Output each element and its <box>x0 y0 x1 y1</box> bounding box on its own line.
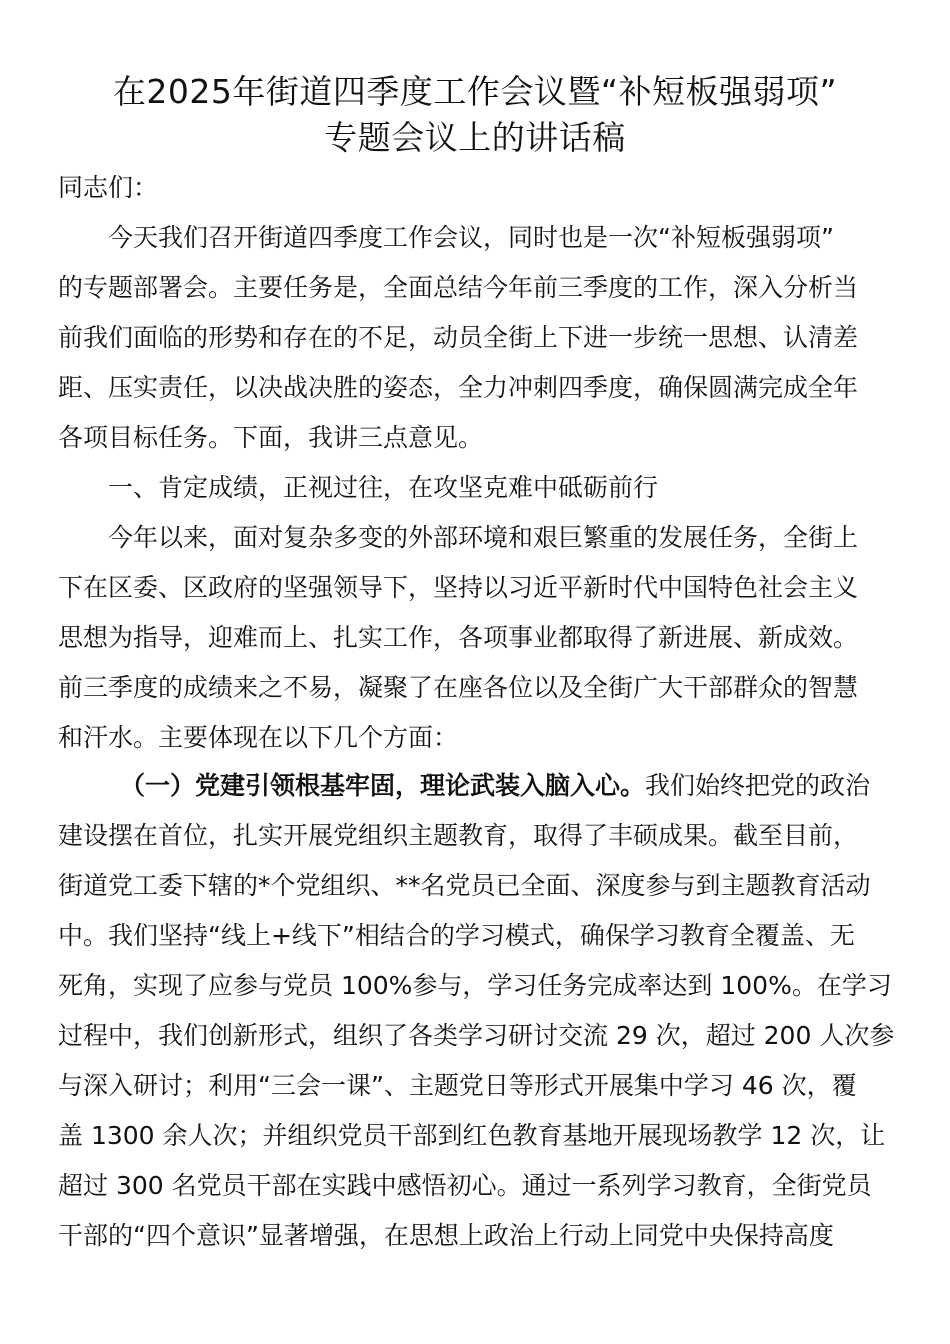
subsection-text: 我们始终把党的政治 <box>645 771 871 800</box>
paragraph-line: 下在区委、区政府的坚强领导下，坚持以习近平新时代中国特色社会主义 <box>58 573 859 602</box>
paragraph-line: 干部的“四个意识”显著增强，在思想上政治上行动上同党中央保持高度 <box>58 1221 834 1250</box>
paragraph-line: 街道党工委下辖的*个党组织、**名党员已全面、深度参与到主题教育活动 <box>58 871 871 900</box>
paragraph-line: 死角，实现了应参与党员 100%参与，学习任务完成率达到 100%。在学习 <box>58 971 892 1000</box>
paragraph-line: 的专题部署会。主要任务是，全面总结今年前三季度的工作，深入分析当 <box>58 273 859 302</box>
paragraph-line: 今天我们召开街道四季度工作会议，同时也是一次“补短板强弱项” <box>108 223 834 252</box>
paragraph-line: 建设摆在首位，扎实开展党组织主题教育，取得了丰硕成果。截至目前， <box>58 821 859 850</box>
document-title-line-1: 在2025年街道四季度工作会议暨“补短板强弱项” <box>112 72 838 111</box>
paragraph-line: 思想为指导，迎难而上、扎实工作，各项事业都取得了新进展、新成效。 <box>58 623 859 652</box>
paragraph-line: 超过 300 名党员干部在实践中感悟初心。通过一系列学习教育，全街党员 <box>58 1171 872 1200</box>
section-heading: 一、肯定成绩，正视过往，在攻坚克难中砥砺前行 <box>108 473 659 502</box>
paragraph-line: 过程中，我们创新形式，组织了各类学习研讨交流 29 次，超过 200 人次参 <box>58 1021 895 1050</box>
subsection-first-line <box>120 768 870 804</box>
paragraph-line: 盖 1300 余人次；并组织党员干部到红色教育基地开展现场教学 12 次，让 <box>58 1121 886 1150</box>
paragraph-line: 今年以来，面对复杂多变的外部环境和艰巨繁重的发展任务，全街上 <box>108 523 859 552</box>
paragraph-line: 前三季度的成绩来之不易，凝聚了在座各位以及全街广大干部群众的智慧 <box>58 673 859 702</box>
paragraph-line: 前我们面临的形势和存在的不足，动员全街上下进一步统一思想、认清差 <box>58 323 859 352</box>
paragraph-line: 与深入研讨；利用“三会一课”、主题党日等形式开展集中学习 46 次，覆 <box>58 1071 857 1100</box>
paragraph-line: 中。我们坚持“线上+线下”相结合的学习模式，确保学习教育全覆盖、无 <box>58 921 855 950</box>
paragraph-line: 和汗水。主要体现在以下几个方面： <box>58 723 459 752</box>
subsection-heading: （一）党建引领根基牢固，理论武装入脑入心。 <box>120 771 646 800</box>
document-title-line-2: 专题会议上的讲话稿 <box>324 118 626 157</box>
paragraph-line: 距、压实责任，以决战决胜的姿态，全力冲刺四季度，确保圆满完成全年 <box>58 373 859 402</box>
salutation: 同志们： <box>58 173 159 202</box>
paragraph-line: 各项目标任务。下面，我讲三点意见。 <box>58 423 484 452</box>
